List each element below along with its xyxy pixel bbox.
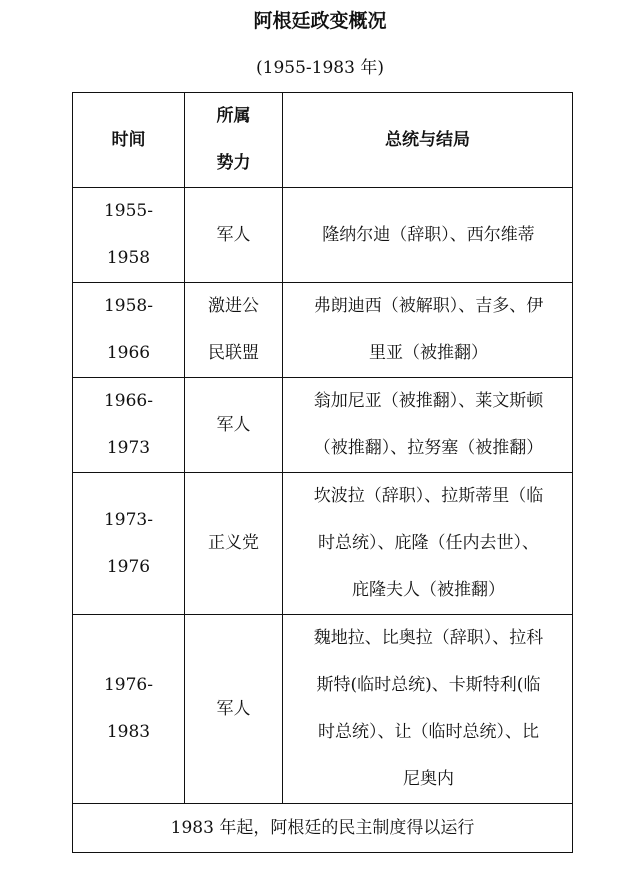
time-cell: 1955- 1958	[73, 188, 185, 283]
header-presidents: 总统与结局	[283, 93, 573, 188]
footer-note: 1983 年起，阿根廷的民主制度得以运行	[73, 804, 573, 853]
presidents-cell: 魏地拉、比奥拉（辞职）、拉科 斯特(临时总统)、卡斯特利(临 时总统）、让（临时总统）、比 尼奥内	[283, 615, 573, 804]
table-row	[73, 615, 573, 804]
faction-cell: 军人	[185, 188, 283, 283]
header-faction: 所属 势力	[185, 93, 283, 188]
faction-cell: 激进公 民联盟	[185, 283, 283, 378]
presidents-cell: 弗朗迪西（被解职）、吉多、伊 里亚（被推翻）	[283, 283, 573, 378]
document-title: 阿根廷政变概况	[253, 10, 387, 32]
table-row	[73, 378, 573, 473]
faction-cell: 军人	[185, 615, 283, 804]
presidents-cell: 坎波拉（辞职）、拉斯蒂里（临 时总统）、庇隆（任内去世）、 庇隆夫人（被推翻）	[283, 473, 573, 615]
time-cell: 1958- 1966	[73, 283, 185, 378]
time-cell: 1976- 1983	[73, 615, 185, 804]
time-cell: 1973- 1976	[73, 473, 185, 615]
presidents-cell: 隆纳尔迪（辞职）、西尔维蒂	[283, 188, 573, 283]
table-header-row	[73, 93, 573, 188]
faction-cell: 军人	[185, 378, 283, 473]
table-row	[73, 283, 573, 378]
presidents-cell: 翁加尼亚（被推翻）、莱文斯顿 （被推翻）、拉努塞（被推翻）	[283, 378, 573, 473]
table-row	[73, 473, 573, 615]
time-cell: 1966- 1973	[73, 378, 185, 473]
table-footer-row	[73, 804, 573, 853]
faction-cell: 正义党	[185, 473, 283, 615]
table-row	[73, 188, 573, 283]
coup-summary-table	[72, 92, 573, 853]
document-subtitle: (1955-1983 年)	[256, 58, 384, 78]
header-time: 时间	[73, 93, 185, 188]
